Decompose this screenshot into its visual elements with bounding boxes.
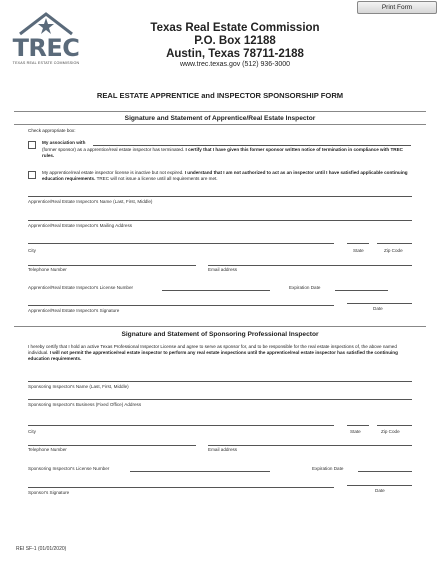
section1-title-rule [14,124,426,125]
apprentice-date-label: Date [373,306,383,311]
option2-text: My apprentice/real estate inspector license is inactive but not expired. I understand that I am not authorized to act as an inspector until I have satisfied applicable continuing education requirements. TREC will not issue a license until all requirements are met. [42,170,408,181]
apprentice-email-field[interactable] [208,265,412,266]
sponsor-address-field[interactable] [28,399,412,400]
apprentice-phone-label: Telephone Number [28,267,67,272]
sponsor-email-field[interactable] [208,445,412,446]
print-form-button[interactable]: Print Form [357,1,437,14]
sponsor-signature-field[interactable] [28,487,334,488]
apprentice-date-field[interactable] [347,303,412,304]
section1-top-rule [14,111,426,112]
section2-title: Signature and Statement of Sponsoring Professional Inspector [121,331,319,338]
sponsor-license-field[interactable] [130,471,270,472]
sponsor-zip-field[interactable] [377,425,412,426]
sponsor-date-label: Date [375,488,385,493]
form-id: REI SF-1 (01/01/2020) [16,546,67,552]
sponsor-name-field[interactable] [28,381,412,382]
apprentice-city-field[interactable] [28,243,334,244]
section2-top-rule [14,326,426,327]
apprentice-email-label: Email address [208,267,238,272]
former-sponsor-field[interactable] [93,145,411,146]
apprentice-city-label: City [28,248,36,253]
apprentice-state-label: State [353,248,364,253]
agency-name: Texas Real Estate Commission [150,22,320,34]
check-intro: Check appropriate box: [28,128,76,133]
sponsor-city-label: City [28,429,36,434]
agency-contact: www.trec.texas.gov (512) 936-3000 [179,61,291,68]
sponsor-date-field[interactable] [347,485,412,486]
sponsor-phone-field[interactable] [28,445,196,446]
logo-subtitle: TEXAS REAL ESTATE COMMISSION [12,61,80,65]
apprentice-zip-label: Zip Code [384,248,403,253]
apprentice-state-field[interactable] [347,243,369,244]
sponsor-license-label: Sponsoring Inspector's License Number [28,466,110,471]
sponsor-phone-label: Telephone Number [28,447,67,452]
apprentice-license-field[interactable] [162,290,270,291]
sponsor-statement: I hereby certify that I hold an active Texas Professional Inspector License and agree to serve as sponsor for, and to be responsible for the real estate inspections of, the above named individual. I will not permit the apprentice/real estate inspector to perform any real estate inspections until the apprentice/real estate inspector has satisfied the continuing education requirements. [28,344,398,361]
apprentice-name-field[interactable] [28,196,412,197]
option1-text: (former sponsor) as a apprentice/real estate inspector has terminated. I certify that I have given this former sponsor written notice of termination in compliance with TREC rules. [42,147,403,158]
sponsor-zip-label: Zip Code [381,429,400,434]
sponsor-signature-label: Sponsor's Signature [28,490,70,495]
apprentice-signature-label: Apprentice/Real Estate Inspector's Signature [28,308,120,313]
apprentice-signature-field[interactable] [28,305,334,306]
sponsor-state-label: State [350,429,361,434]
apprentice-expiration-label: Expiration Date [289,285,321,290]
agency-city: Austin, Texas 78711-2188 [166,48,304,60]
sponsor-address-label: Sponsoring Inspector's Business (Fixed Office) Address [28,402,142,407]
sponsor-expiration-label: Expiration Date [312,466,344,471]
sponsor-city-field[interactable] [28,425,334,426]
apprentice-address-label: Apprentice/Real Estate Inspector's Mailing Address [28,223,133,228]
sponsor-name-label: Sponsoring Inspector's Name (Last, First, Middle) [28,384,129,389]
apprentice-address-field[interactable] [28,220,412,221]
option1-lead: My association with [42,140,86,145]
apprentice-expiration-field[interactable] [335,290,388,291]
logo-text: TREC [12,34,80,62]
option2-checkbox[interactable] [28,171,36,179]
agency-po-box: P.O. Box 12188 [194,35,276,47]
section1-title: Signature and Statement of Apprentice/Real Estate Inspector [124,115,316,122]
form-title: REAL ESTATE APPRENTICE and INSPECTOR SPONSORSHIP FORM [96,91,344,100]
sponsor-state-field[interactable] [347,425,369,426]
sponsor-expiration-field[interactable] [358,471,412,472]
apprentice-name-label: Apprentice/Real Estate Inspector's Name (Last, First, Middle) [28,199,153,204]
option1-checkbox[interactable] [28,141,36,149]
apprentice-zip-field[interactable] [377,243,412,244]
sponsor-email-label: Email address [208,447,238,452]
apprentice-license-label: Apprentice/Real Estate Inspector's License Number [28,285,134,290]
apprentice-phone-field[interactable] [28,265,196,266]
